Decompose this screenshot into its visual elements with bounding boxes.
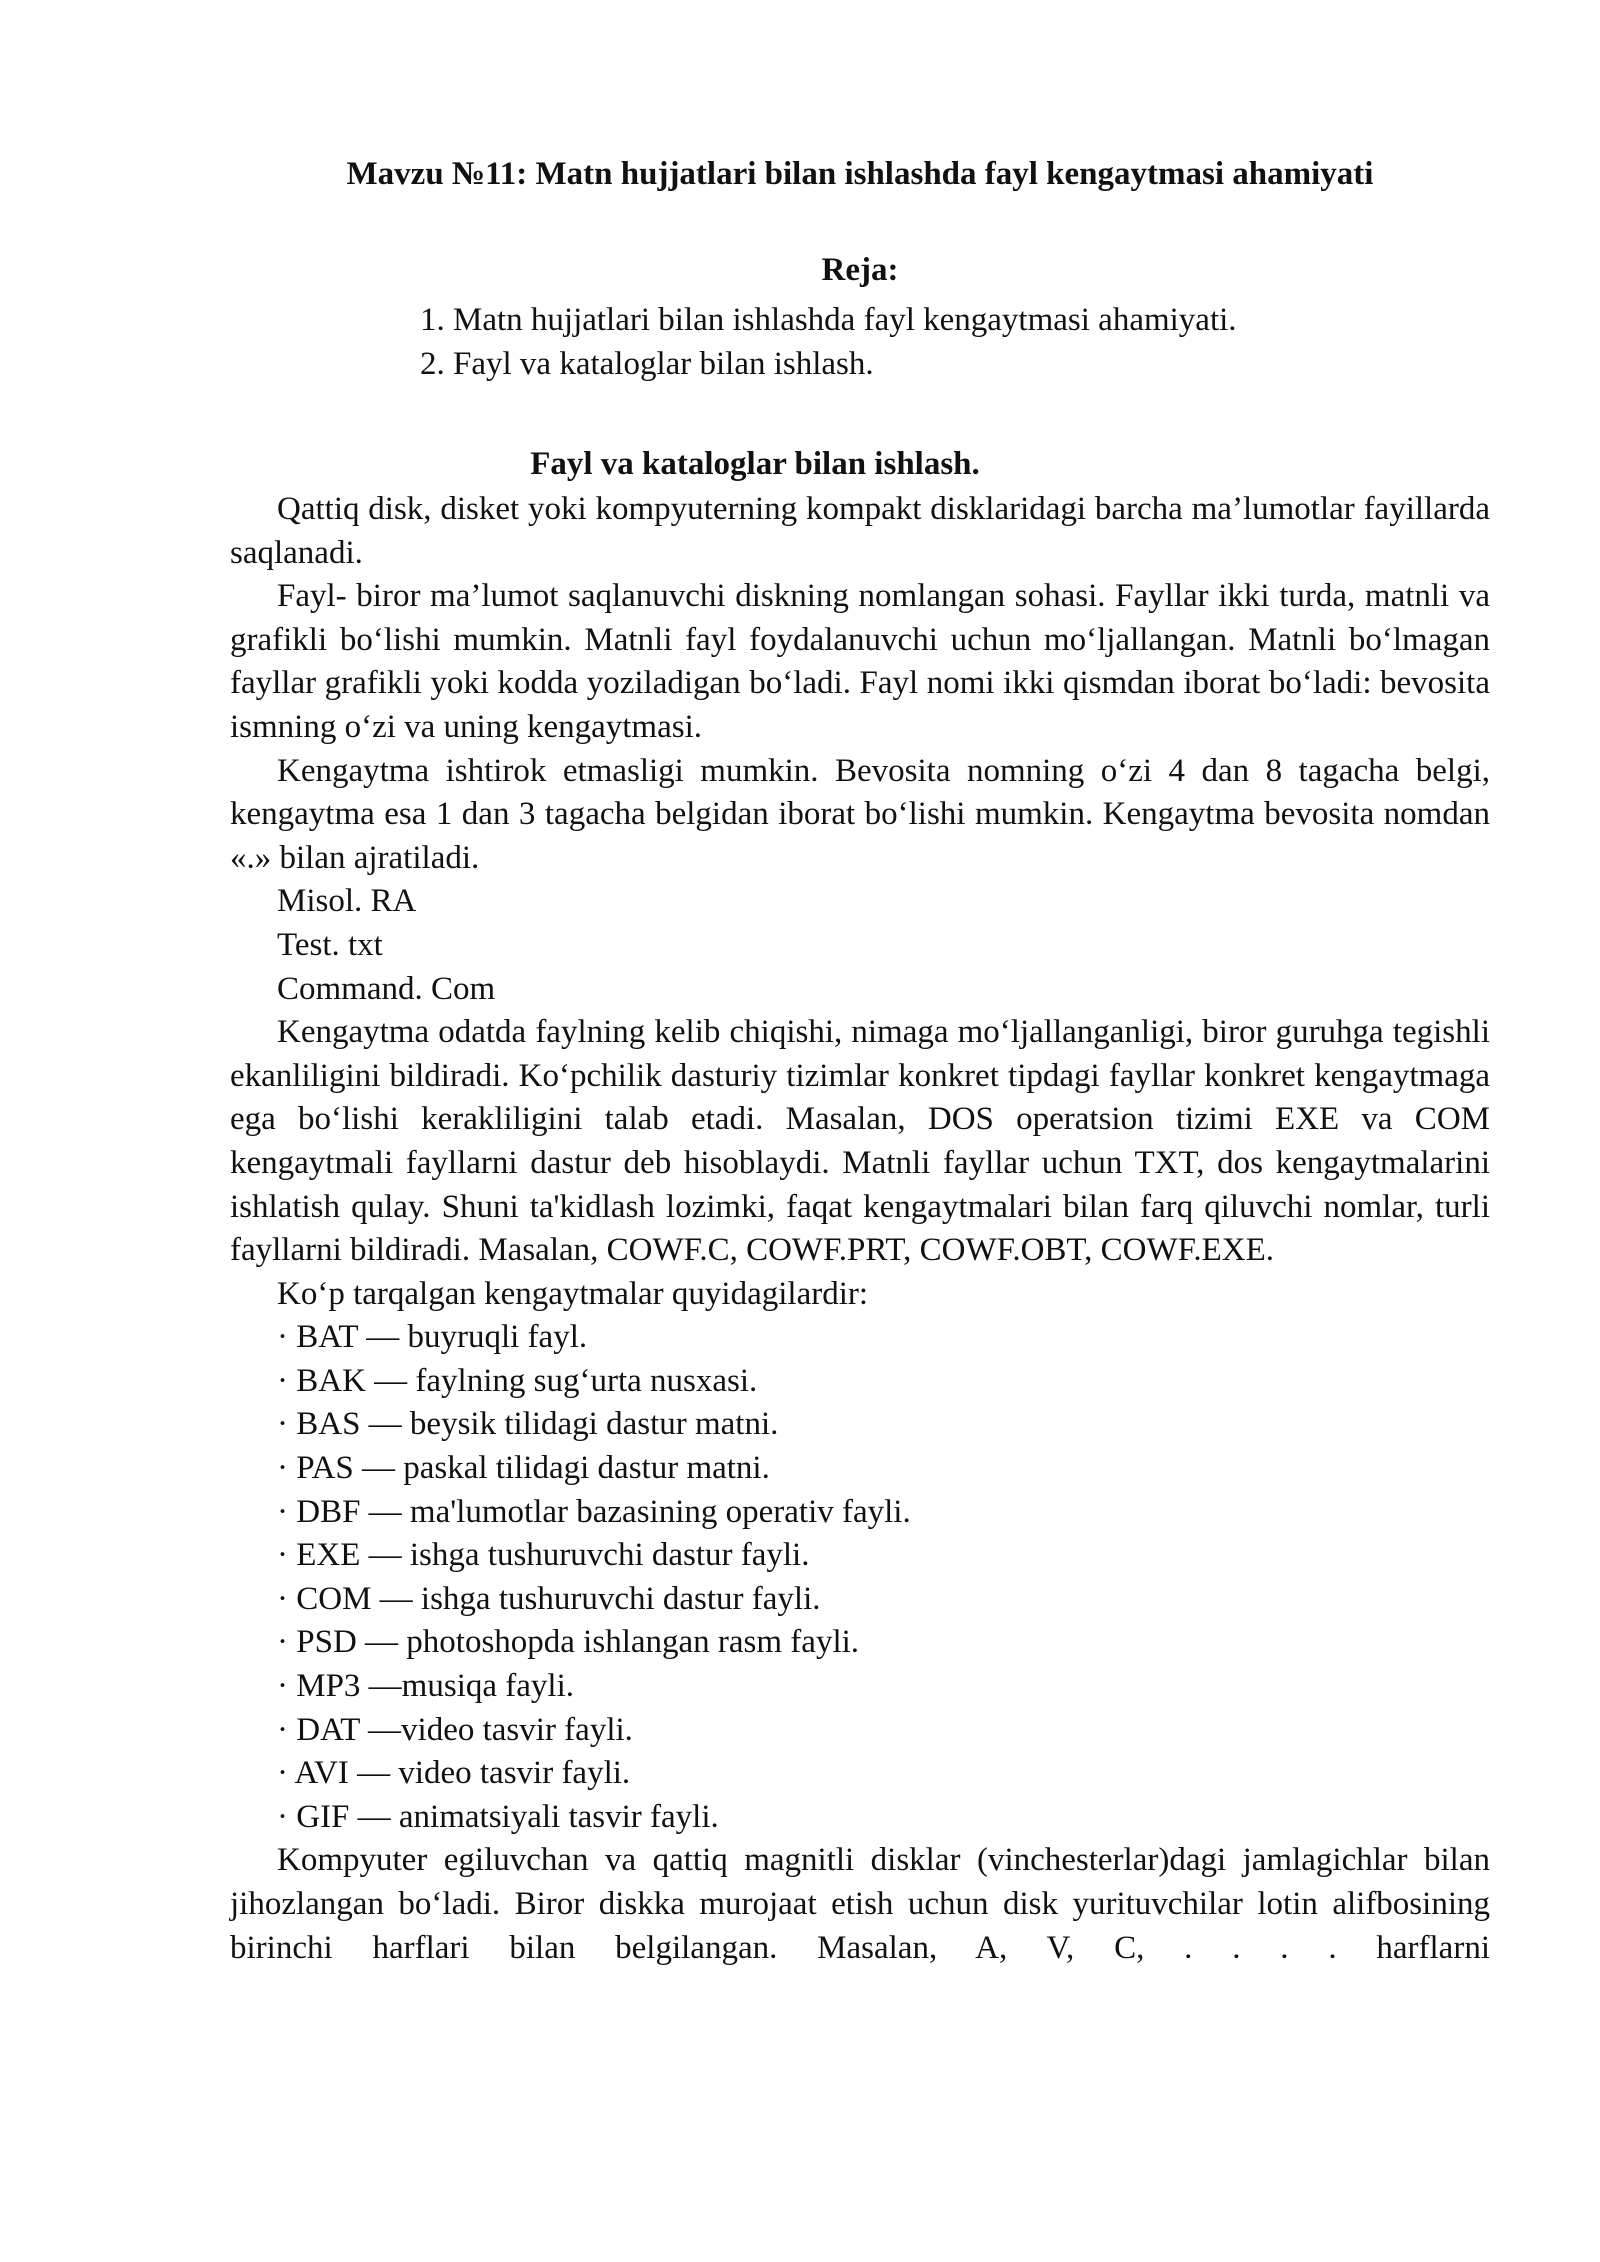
- plan-list: [420, 298, 1237, 386]
- document-title: Mavzu №11: Matn hujjatlari bilan ishlashda fayl kengaytmasi ahamiyati: [346, 156, 1374, 192]
- list-item: · MP3 —musiqa fayli.: [277, 1668, 574, 1705]
- plan-item: 2. Fayl va kataloglar bilan ishlash.: [420, 346, 874, 382]
- example-line: Misol. RA: [277, 883, 417, 920]
- example-line: Test. txt: [277, 926, 383, 963]
- paragraph: Qattiq disk, disket yoki kompyuterning kompakt disklaridagi barcha ma’lumotlar fayillarda saqlanadi.: [230, 491, 1490, 571]
- list-item: · DAT —video tasvir fayli.: [277, 1711, 633, 1748]
- list-item: · EXE — ishga tushuruvchi dastur fayli.: [277, 1537, 810, 1574]
- paragraph: Kengaytma odatda faylning kelib chiqishi, nimaga moʻljallanganligi, biror guruhga tegishli ekanliligini bildiradi. Koʻpchilik dasturiy tizimlar konkret tipdagi fayllar konkret kengaytmaga ega boʻlishi kerakliligini talab etadi. Masalan, DOS operatsion tizimi EXE va COM kengaytmali fayllarni dastur deb hisoblaydi. Matnli fayllar uchun TXT, dos kengaytmalarini ishlatish qulay. Shuni ta'kidlash lozimki, faqat kengaytmalari bilan farq qiluvchi nomlar, turli fayllarni bildiradi. Masalan, COWF.C, COWF.PRT, COWF.OBT, COWF.EXE.: [230, 1014, 1490, 1269]
- paragraph: Kompyuter egiluvchan va qattiq magnitli disklar (vinchesterlar)dagi jamlagichlar bilan jihozlangan boʻladi. Biror diskka murojaat etish uchun disk yurituvchilar lotin alifbosining birinchi harflari bilan belgilangan. Masalan, A, V, C, . . . . harflarni: [230, 1842, 1490, 1966]
- list-item: · DBF — ma'lumotlar bazasining operativ fayli.: [277, 1493, 911, 1530]
- list-item: · AVI — video tasvir fayli.: [277, 1755, 631, 1792]
- example-line: Command. Com: [277, 970, 496, 1007]
- plan-heading: Reja:: [821, 252, 899, 288]
- paragraph: Kengaytma ishtirok etmasligi mumkin. Bevosita nomning oʻzi 4 dan 8 tagacha belgi, kengaytma esa 1 dan 3 tagacha belgidan iborat boʻlishi mumkin. Kengaytma bevosita nomdan «.» bilan ajratiladi.: [230, 752, 1490, 876]
- list-item: · PSD — photoshopda ishlangan rasm fayli.: [277, 1624, 860, 1661]
- document-body: [230, 488, 1490, 1970]
- section-title: Fayl va kataloglar bilan ishlash.: [530, 446, 980, 482]
- list-item: · BAS — beysik tilidagi dastur matni.: [277, 1406, 779, 1443]
- list-intro: Koʻp tarqalgan kengaytmalar quyidagilardir:: [277, 1275, 869, 1312]
- list-item: · PAS — paskal tilidagi dastur matni.: [277, 1450, 770, 1487]
- list-item: · GIF — animatsiyali tasvir fayli.: [277, 1798, 719, 1835]
- list-item: · BAK — faylning sugʻurta nusxasi.: [277, 1362, 758, 1399]
- list-item: · BAT — buyruqli fayl.: [277, 1319, 588, 1356]
- plan-item: 1. Matn hujjatlari bilan ishlashda fayl kengaytmasi ahamiyati.: [420, 302, 1237, 338]
- extensions-list: [230, 1316, 1490, 1839]
- list-item: · COM — ishga tushuruvchi dastur fayli.: [277, 1580, 821, 1617]
- paragraph: Fayl- biror ma’lumot saqlanuvchi diskning nomlangan sohasi. Fayllar ikki turda, matnli va grafikli boʻlishi mumkin. Matnli fayl foydalanuvchi uchun moʻljallangan. Matnli boʻlmagan fayllar grafikli yoki kodda yoziladigan boʻladi. Fayl nomi ikki qismdan iborat boʻladi: bevosita ismning oʻzi va uning kengaytmasi.: [230, 578, 1490, 745]
